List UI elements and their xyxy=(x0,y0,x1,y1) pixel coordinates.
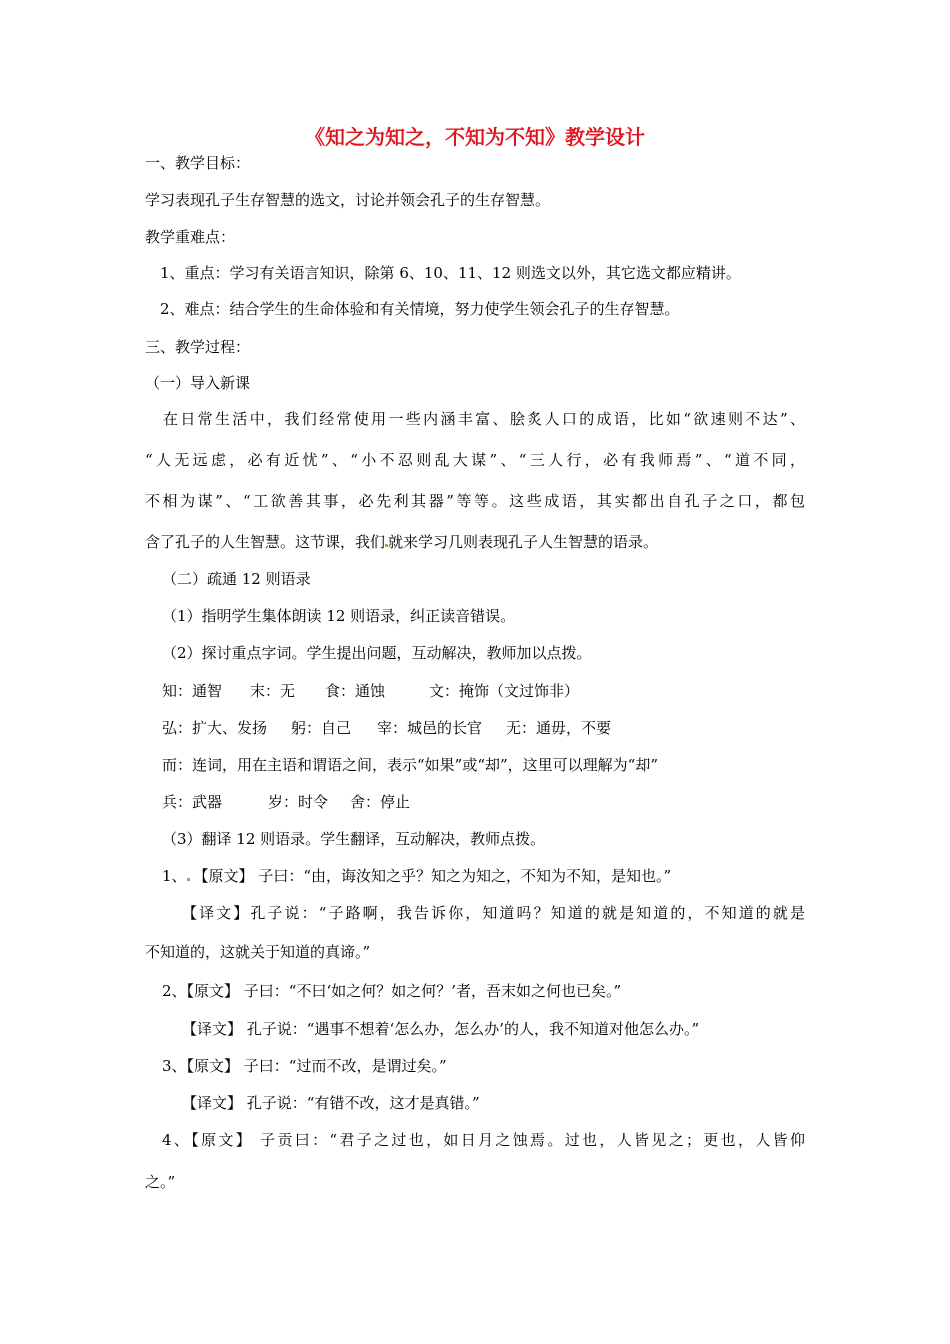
item-4-original-a: 4、【原文】 子贡曰：“君子之过也，如日月之蚀焉。过也，人皆见之；更也，人皆仰 xyxy=(162,1131,805,1149)
vocab-item: 宰：城邑的长官 xyxy=(377,719,483,737)
vocab-item: 文：掩饰（文过饰非） xyxy=(429,682,580,700)
step-3: （3）翻译 12 则语录。学生翻译，互动解决，教师点拨。 xyxy=(162,830,546,848)
item-2-translation: 【译文】 孔子说：“遇事不想着‘怎么办，怎么办’的人，我不知道对他怎么办。” xyxy=(182,1020,700,1038)
intro-line-4: 含了孔子的人生智慧。这节课，我们 就来学习几则表现孔子人生智慧的语录。 xyxy=(145,533,659,551)
vocab-item: 末：无 xyxy=(250,682,296,700)
vocab-row-4 xyxy=(162,791,410,813)
goal-text: 学习表现孔子生存智慧的选文，讨论并领会孔子的生存智慧。 xyxy=(145,191,551,209)
key-point-2: 2、难点：结合学生的生命体验和有关情境，努力使学生领会孔子的生存智慧。 xyxy=(160,300,680,318)
intro-line-3: 不相为谋”、“工欲善其事，必先利其器”等等。这些成语，其实都出自孔子之口，都包 xyxy=(145,492,805,510)
item-1-original: 1、 【原文】 子曰：“由，诲汝知之乎？知之为知之，不知为不知，是知也。” xyxy=(162,867,672,885)
vocab-item: 知：通智 xyxy=(162,682,223,700)
vocab-row-1 xyxy=(162,680,579,702)
vocab-item: 躬：自己 xyxy=(291,719,352,737)
part2-heading: （二）疏通 12 则语录 xyxy=(162,570,311,588)
goal-heading: 一、教学目标： xyxy=(145,154,251,172)
item-1-translation-a: 【译文】孔子说：“子路啊，我告诉你，知道吗？知道的就是知道的，不知道的就是 xyxy=(182,904,805,922)
step-1: （1）指明学生集体朗读 12 则语录，纠正读音错误。 xyxy=(162,607,516,625)
item-1-translation-b: 不知道的，这就关于知道的真谛。” xyxy=(145,943,371,961)
item-3-original: 3、【原文】 子曰：“过而不改，是谓过矣。” xyxy=(162,1057,447,1075)
step-2: （2）探讨重点字词。学生提出问题，互动解决，教师加以点拨。 xyxy=(162,644,592,662)
item-3-translation: 【译文】 孔子说：“有错不改，这才是真错。” xyxy=(182,1094,480,1112)
intro-line-2: “人无远虑，必有近忧”、“小不忍则乱大谋”、“三人行，必有我师焉”、“道不同， xyxy=(145,451,805,469)
vocab-item: 食：通蚀 xyxy=(325,682,386,700)
edit-mark xyxy=(187,878,190,881)
item-2-original: 2、【原文】 子曰：“不曰‘如之何？如之何？’者，吾末如之何也已矣。” xyxy=(162,982,622,1000)
vocab-item: 岁：时令 xyxy=(268,793,329,811)
item-4-original-b: 之。” xyxy=(145,1173,176,1191)
key-heading: 教学重难点： xyxy=(145,228,236,246)
vocab-row-3: 而：连词，用在主语和谓语之间，表示“如果”或“却”，这里可以理解为“却” xyxy=(162,756,659,774)
vocab-row-2 xyxy=(162,717,611,739)
vocab-item: 兵：武器 xyxy=(162,793,223,811)
document-title: 《知之为知之，不知为不知》教学设计 xyxy=(305,125,645,149)
key-point-1: 1、重点：学习有关语言知识，除第 6、10、11、12 则选文以外，其它选文都应精讲。 xyxy=(160,264,741,282)
vocab-item: 舍：停止 xyxy=(350,793,411,811)
vocab-item: 无：通毋，不要 xyxy=(506,719,612,737)
vocab-item: 弘：扩大、发扬 xyxy=(162,719,268,737)
intro-line-1: 在日常生活中，我们经常使用一些内涵丰富、脍炙人口的成语，比如“欲速则不达”、 xyxy=(163,410,805,428)
process-heading: 三、教学过程： xyxy=(145,338,251,356)
part1-heading: （一）导入新课 xyxy=(145,374,251,392)
